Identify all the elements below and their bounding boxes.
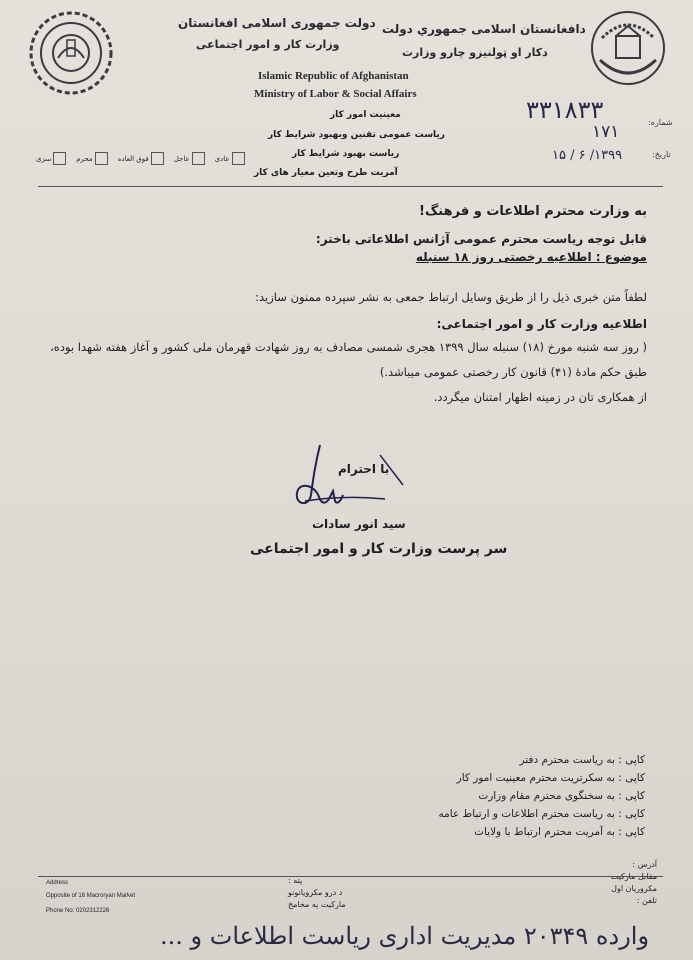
letter-paragraph-1: لطفاً متن خبری ذیل را از طریق وسایل ارتباط جمعی به نشر سپرده ممنون سازید:: [255, 290, 647, 304]
copy-line: کاپی : به سخنگوی محترم مقام وزارت: [478, 790, 645, 802]
footer-address-label: Address: [46, 880, 69, 886]
checkbox-label: سری: [36, 154, 52, 163]
checkbox-extraordinary[interactable]: [118, 152, 164, 165]
footer-ps-line-2: مارکیت په مخامخ: [288, 900, 346, 909]
handwritten-number: ۳۳۱۸۳۳: [526, 96, 604, 124]
signer-name: سید انور سادات: [312, 517, 406, 531]
letter-regards: با احترام: [338, 462, 390, 476]
checkbox-label: فوق العاده: [117, 154, 149, 163]
footer-handwritten-note: وارده ۲۰۳۴۹ مدیریت اداری ریاست اطلاعات و ...: [160, 922, 650, 950]
checkbox-box[interactable]: [192, 152, 205, 165]
header-ps-government: دافغانستان اسلامی جمهوري دولت: [382, 22, 586, 36]
letter-closing-line: از همکاری تان در زمینه اظهار امتنان میگردد.: [433, 390, 647, 404]
announcement-line-1: ( روز سه شنبه مورخ (۱۸) سنبله سال ۱۳۹۹ هجری شمسی مصادف به روز شهادت قهرمان ملی کشور و آغاز هفته شهدا بوده،: [50, 340, 647, 354]
footer-fa-label: آدرس :: [632, 860, 657, 869]
dept-line-1: معینیت امور کار: [330, 110, 401, 120]
priority-checkboxes: [36, 152, 245, 165]
checkbox-box[interactable]: [95, 152, 108, 165]
checkbox-box[interactable]: [232, 152, 245, 165]
letter-subject: موضوع : اطلاعیه رخصتی روز ۱۸ سنبله: [415, 250, 647, 264]
checkbox-box[interactable]: [151, 152, 164, 165]
letter-attention: قابل توجه ریاست محترم عمومی آژانس اطلاعاتی باختر:: [315, 232, 647, 246]
checkbox-urgent[interactable]: [174, 152, 205, 165]
header-fa-government: دولت جمهوری اسلامی افغانستان: [178, 16, 376, 30]
copy-line: کاپی : به ریاست محترم دفتر: [519, 754, 645, 766]
copy-line: کاپی : به آمریت محترم ارتباط با ولایات: [474, 826, 645, 838]
checkbox-normal[interactable]: [215, 152, 245, 165]
announcement-line-2: طبق حکم مادهٔ (۴۱) قانون کار رخصتی عمومی میباشد.): [379, 365, 647, 379]
footer-ps-line-1: د درو مکرویانونو: [288, 888, 343, 897]
footer-fa-phone: تلفن :: [636, 896, 657, 905]
checkbox-box[interactable]: [53, 152, 66, 165]
handwritten-number-2: ۱۷۱: [592, 122, 620, 142]
dept-line-4: آمریت طرح وتعین معیار های کار: [254, 168, 398, 178]
announcement-title: اطلاعیه وزارت کار و امور اجتماعی:: [436, 317, 647, 331]
header-ps-ministry: دکار او ټولنيزو چارو وزارت: [402, 46, 548, 59]
letter-recipient: به وزارت محترم اطلاعات و فرهنگ!: [419, 204, 647, 219]
number-label: شماره:: [648, 118, 673, 127]
header-fa-ministry: وزارت کار و امور اجتماعی: [196, 38, 340, 51]
footer-phone: Phone No: 0202312226: [46, 908, 110, 914]
footer-fa-line-2: مکروریان اول: [611, 884, 657, 893]
header-en-republic: Islamic Republic of Afghanistan: [258, 70, 409, 82]
footer-divider: [38, 876, 663, 877]
footer-fa-line-1: مقابل مارکیت: [610, 872, 657, 881]
copy-line: کاپی : به ریاست محترم اطلاعات و ارتباط عامه: [438, 808, 645, 820]
handwritten-date: ۱۳۹۹/ ۶ / ۱۵: [552, 148, 623, 163]
dept-line-2: ریاست عمومی تقنین وبهبود شرایط کار: [268, 130, 445, 140]
national-emblem-icon: [588, 8, 668, 88]
checkbox-label: عاجل: [173, 154, 190, 163]
checkbox-label: محرم: [76, 154, 93, 163]
handwritten-signature: [285, 435, 415, 525]
checkbox-label: عادی: [214, 154, 230, 163]
copy-line: کاپی : به سکرتریت محترم معینیت امور کار: [456, 772, 645, 784]
header-divider: [38, 186, 663, 187]
ministry-labor-seal-icon: [28, 10, 114, 96]
header-en-ministry: Ministry of Labor & Social Affairs: [254, 88, 417, 100]
dept-line-3: ریاست بهبود شرایط کار: [292, 149, 400, 159]
footer-address: Opposite of 16 Macroryan Market: [46, 893, 136, 899]
date-label: تاریخ:: [652, 150, 671, 159]
checkbox-confidential[interactable]: [76, 152, 107, 165]
signer-title: سر پرست وزارت کار و امور اجتماعی: [250, 541, 508, 557]
checkbox-secret[interactable]: [36, 152, 66, 165]
footer-ps-label: پته :: [288, 876, 303, 885]
